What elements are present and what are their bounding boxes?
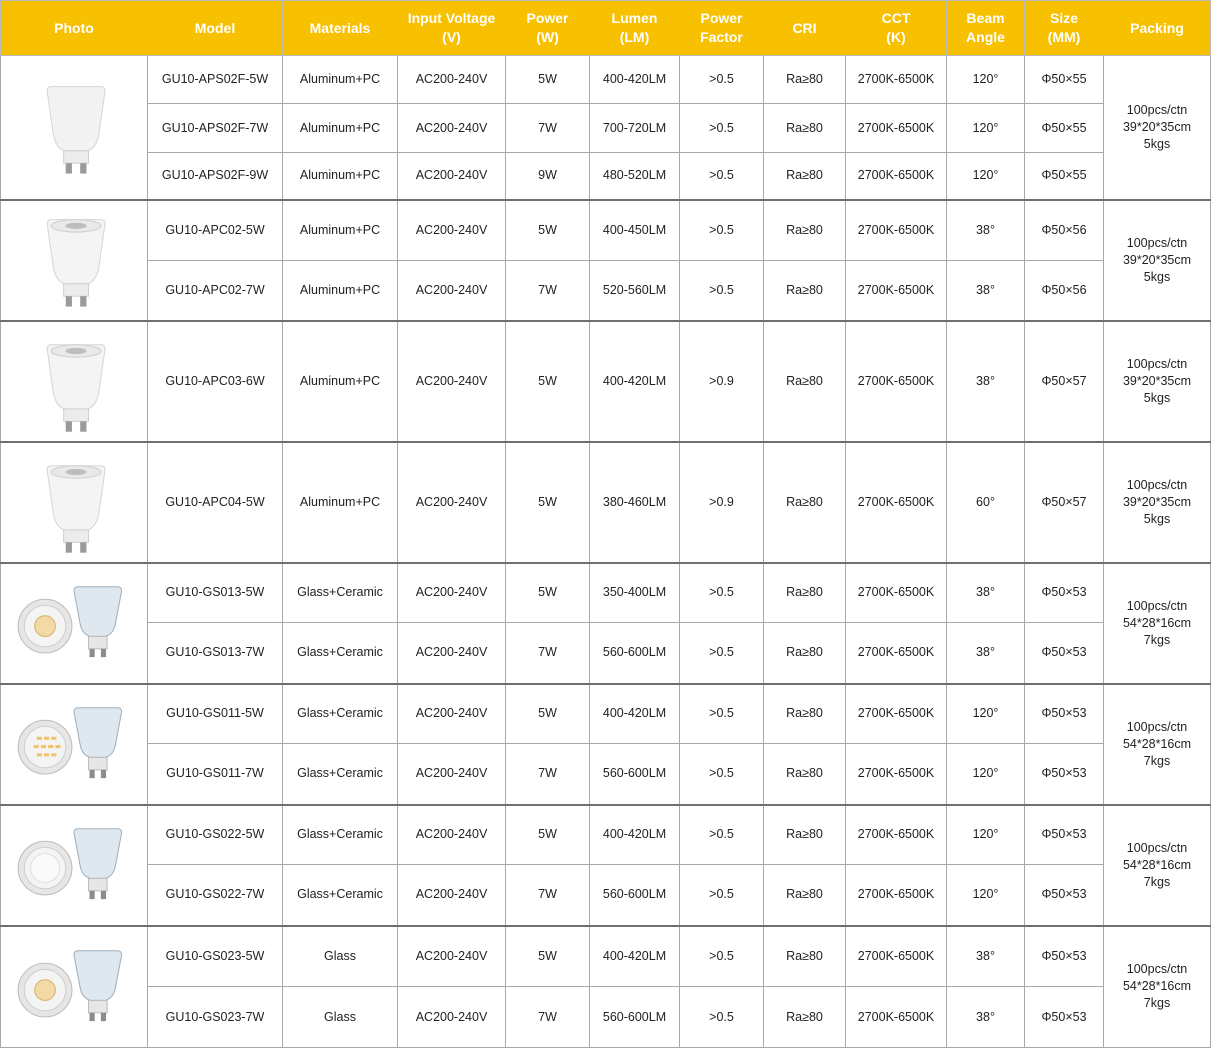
cell-lumen: 560-600LM: [590, 744, 680, 805]
cell-lumen: 560-600LM: [590, 623, 680, 684]
cell-lumen: 700-720LM: [590, 104, 680, 153]
cell-voltage: AC200-240V: [398, 684, 506, 744]
header-packing: Packing: [1104, 1, 1211, 56]
cell-lumen: 400-450LM: [590, 200, 680, 261]
cell-power: 7W: [506, 987, 590, 1048]
cell-materials: Aluminum+PC: [283, 56, 398, 104]
cell-lumen: 380-460LM: [590, 442, 680, 563]
cell-pf: >0.5: [680, 56, 764, 104]
table-row: [1, 987, 1211, 1048]
cell-cri: Ra≥80: [764, 442, 846, 563]
cell-packing: 100pcs/ctn 39*20*35cm 5kgs: [1104, 442, 1211, 563]
cell-beam: 38°: [947, 200, 1025, 261]
cell-materials: Aluminum+PC: [283, 104, 398, 153]
cell-model: GU10-APS02F-5W: [148, 56, 283, 104]
cell-materials: Glass: [283, 926, 398, 987]
cell-model: GU10-APS02F-9W: [148, 153, 283, 200]
cell-lumen: 400-420LM: [590, 926, 680, 987]
gu10-glass-smd-spotlight-icon: [1, 688, 147, 800]
cell-cct: 2700K-6500K: [846, 926, 947, 987]
cell-lumen: 560-600LM: [590, 865, 680, 926]
product-photo: [1, 56, 148, 200]
product-photo: [1, 442, 148, 563]
product-photo: [1, 200, 148, 321]
cell-cri: Ra≥80: [764, 56, 846, 104]
header-beam-angle: Beam Angle: [947, 1, 1025, 56]
cell-materials: Glass+Ceramic: [283, 865, 398, 926]
gu10-lens-spotlight-icon: [1, 325, 147, 437]
cell-cri: Ra≥80: [764, 805, 846, 865]
cell-power: 9W: [506, 153, 590, 200]
cell-cri: Ra≥80: [764, 321, 846, 442]
cell-packing: 100pcs/ctn 54*28*16cm 7kgs: [1104, 926, 1211, 1048]
cell-voltage: AC200-240V: [398, 153, 506, 200]
cell-lumen: 480-520LM: [590, 153, 680, 200]
cell-materials: Glass+Ceramic: [283, 805, 398, 865]
cell-voltage: AC200-240V: [398, 805, 506, 865]
product-photo: [1, 563, 148, 684]
cell-power: 7W: [506, 865, 590, 926]
cell-cri: Ra≥80: [764, 987, 846, 1048]
cell-beam: 120°: [947, 104, 1025, 153]
cell-size: Φ50×55: [1025, 56, 1104, 104]
table-row: [1, 744, 1211, 805]
cell-cri: Ra≥80: [764, 153, 846, 200]
cell-lumen: 400-420LM: [590, 684, 680, 744]
cell-packing: 100pcs/ctn 39*20*35cm 5kgs: [1104, 56, 1211, 200]
table-row: [1, 153, 1211, 200]
cell-model: GU10-APC02-7W: [148, 261, 283, 321]
cell-pf: >0.5: [680, 261, 764, 321]
cell-power: 5W: [506, 805, 590, 865]
table-row: [1, 684, 1211, 744]
table-row: [1, 865, 1211, 926]
cell-model: GU10-GS013-5W: [148, 563, 283, 623]
header-materials: Materials: [283, 1, 398, 56]
cell-cct: 2700K-6500K: [846, 261, 947, 321]
gu10-glass-cob-spotlight-icon: [1, 931, 147, 1043]
cell-materials: Aluminum+PC: [283, 261, 398, 321]
cell-pf: >0.5: [680, 684, 764, 744]
cell-model: GU10-GS022-7W: [148, 865, 283, 926]
cell-size: Φ50×56: [1025, 261, 1104, 321]
table-row: [1, 261, 1211, 321]
cell-size: Φ50×53: [1025, 865, 1104, 926]
cell-size: Φ50×53: [1025, 563, 1104, 623]
cell-model: GU10-GS013-7W: [148, 623, 283, 684]
header-model: Model: [148, 1, 283, 56]
cell-power: 7W: [506, 261, 590, 321]
cell-cri: Ra≥80: [764, 865, 846, 926]
cell-size: Φ50×56: [1025, 200, 1104, 261]
product-photo: [1, 926, 148, 1048]
cell-packing: 100pcs/ctn 39*20*35cm 5kgs: [1104, 321, 1211, 442]
cell-size: Φ50×53: [1025, 684, 1104, 744]
cell-beam: 38°: [947, 623, 1025, 684]
cell-materials: Glass+Ceramic: [283, 684, 398, 744]
cell-size: Φ50×53: [1025, 744, 1104, 805]
cell-cri: Ra≥80: [764, 623, 846, 684]
cell-pf: >0.5: [680, 104, 764, 153]
header-photo: Photo: [1, 1, 148, 56]
cell-lumen: 560-600LM: [590, 987, 680, 1048]
cell-cri: Ra≥80: [764, 200, 846, 261]
cell-beam: 120°: [947, 744, 1025, 805]
cell-cct: 2700K-6500K: [846, 987, 947, 1048]
cell-size: Φ50×53: [1025, 926, 1104, 987]
cell-beam: 120°: [947, 805, 1025, 865]
cell-materials: Aluminum+PC: [283, 153, 398, 200]
cell-cri: Ra≥80: [764, 563, 846, 623]
header-cri: CRI: [764, 1, 846, 56]
cell-cct: 2700K-6500K: [846, 104, 947, 153]
cell-pf: >0.5: [680, 744, 764, 805]
cell-voltage: AC200-240V: [398, 104, 506, 153]
cell-lumen: 400-420LM: [590, 805, 680, 865]
cell-cct: 2700K-6500K: [846, 744, 947, 805]
cell-power: 5W: [506, 200, 590, 261]
cell-voltage: AC200-240V: [398, 56, 506, 104]
cell-lumen: 400-420LM: [590, 56, 680, 104]
cell-cct: 2700K-6500K: [846, 200, 947, 261]
gu10-glass-cob-spotlight-icon: [1, 567, 147, 679]
cell-model: GU10-GS022-5W: [148, 805, 283, 865]
cell-model: GU10-GS023-7W: [148, 987, 283, 1048]
table-row: [1, 104, 1211, 153]
cell-voltage: AC200-240V: [398, 261, 506, 321]
cell-lumen: 350-400LM: [590, 563, 680, 623]
gu10-glass-frosted-spotlight-icon: [1, 809, 147, 921]
cell-model: GU10-GS011-7W: [148, 744, 283, 805]
cell-materials: Aluminum+PC: [283, 442, 398, 563]
cell-cri: Ra≥80: [764, 926, 846, 987]
table-row: [1, 563, 1211, 623]
cell-voltage: AC200-240V: [398, 321, 506, 442]
cell-pf: >0.5: [680, 926, 764, 987]
cell-lumen: 400-420LM: [590, 321, 680, 442]
cell-cri: Ra≥80: [764, 261, 846, 321]
cell-model: GU10-GS011-5W: [148, 684, 283, 744]
cell-beam: 120°: [947, 56, 1025, 104]
cell-size: Φ50×57: [1025, 321, 1104, 442]
cell-pf: >0.5: [680, 987, 764, 1048]
cell-model: GU10-APS02F-7W: [148, 104, 283, 153]
header-voltage: Input Voltage (V): [398, 1, 506, 56]
header-size: Size (MM): [1025, 1, 1104, 56]
cell-beam: 38°: [947, 987, 1025, 1048]
cell-model: GU10-APC02-5W: [148, 200, 283, 261]
cell-materials: Glass: [283, 987, 398, 1048]
cell-packing: 100pcs/ctn 54*28*16cm 7kgs: [1104, 805, 1211, 926]
cell-pf: >0.9: [680, 442, 764, 563]
cell-size: Φ50×55: [1025, 153, 1104, 200]
cell-voltage: AC200-240V: [398, 987, 506, 1048]
gu10-pc-spotlight-icon: [1, 71, 147, 183]
cell-packing: 100pcs/ctn 54*28*16cm 7kgs: [1104, 684, 1211, 805]
cell-voltage: AC200-240V: [398, 865, 506, 926]
cell-size: Φ50×53: [1025, 987, 1104, 1048]
header-power: Power (W): [506, 1, 590, 56]
cell-size: Φ50×57: [1025, 442, 1104, 563]
cell-cct: 2700K-6500K: [846, 321, 947, 442]
cell-pf: >0.5: [680, 623, 764, 684]
cell-cct: 2700K-6500K: [846, 865, 947, 926]
gu10-lens-spotlight-icon: [1, 446, 147, 558]
cell-beam: 60°: [947, 442, 1025, 563]
cell-beam: 120°: [947, 153, 1025, 200]
cell-materials: Glass+Ceramic: [283, 563, 398, 623]
cell-beam: 38°: [947, 321, 1025, 442]
cell-pf: >0.5: [680, 153, 764, 200]
cell-power: 5W: [506, 684, 590, 744]
cell-power: 5W: [506, 563, 590, 623]
cell-lumen: 520-560LM: [590, 261, 680, 321]
cell-voltage: AC200-240V: [398, 442, 506, 563]
cell-cct: 2700K-6500K: [846, 153, 947, 200]
cell-packing: 100pcs/ctn 54*28*16cm 7kgs: [1104, 563, 1211, 684]
header-lumen: Lumen (LM): [590, 1, 680, 56]
cell-cri: Ra≥80: [764, 684, 846, 744]
table-row: [1, 442, 1211, 563]
header-power-factor: Power Factor: [680, 1, 764, 56]
cell-cct: 2700K-6500K: [846, 805, 947, 865]
header-cct: CCT (K): [846, 1, 947, 56]
cell-beam: 120°: [947, 865, 1025, 926]
cell-power: 7W: [506, 623, 590, 684]
cell-cct: 2700K-6500K: [846, 442, 947, 563]
cell-materials: Glass+Ceramic: [283, 744, 398, 805]
product-photo: [1, 321, 148, 442]
cell-pf: >0.5: [680, 563, 764, 623]
header-row: [1, 1, 1211, 56]
cell-beam: 38°: [947, 563, 1025, 623]
cell-pf: >0.5: [680, 200, 764, 261]
cell-cct: 2700K-6500K: [846, 563, 947, 623]
table-row: [1, 200, 1211, 261]
cell-model: GU10-APC03-6W: [148, 321, 283, 442]
table-row: [1, 321, 1211, 442]
gu10-cob-spotlight-icon: [1, 204, 147, 316]
table-row: [1, 926, 1211, 987]
cell-power: 5W: [506, 321, 590, 442]
cell-power: 5W: [506, 442, 590, 563]
cell-size: Φ50×53: [1025, 623, 1104, 684]
cell-power: 5W: [506, 56, 590, 104]
cell-power: 5W: [506, 926, 590, 987]
table-row: [1, 805, 1211, 865]
cell-cct: 2700K-6500K: [846, 56, 947, 104]
cell-voltage: AC200-240V: [398, 200, 506, 261]
cell-materials: Aluminum+PC: [283, 200, 398, 261]
table-row: [1, 56, 1211, 104]
cell-materials: Glass+Ceramic: [283, 623, 398, 684]
cell-beam: 38°: [947, 926, 1025, 987]
cell-beam: 120°: [947, 684, 1025, 744]
cell-packing: 100pcs/ctn 39*20*35cm 5kgs: [1104, 200, 1211, 321]
cell-beam: 38°: [947, 261, 1025, 321]
cell-voltage: AC200-240V: [398, 623, 506, 684]
product-photo: [1, 684, 148, 805]
product-photo: [1, 805, 148, 926]
cell-pf: >0.5: [680, 805, 764, 865]
cell-size: Φ50×55: [1025, 104, 1104, 153]
table-row: [1, 623, 1211, 684]
cell-cct: 2700K-6500K: [846, 623, 947, 684]
cell-materials: Aluminum+PC: [283, 321, 398, 442]
cell-voltage: AC200-240V: [398, 563, 506, 623]
cell-cri: Ra≥80: [764, 104, 846, 153]
cell-cri: Ra≥80: [764, 744, 846, 805]
cell-model: GU10-APC04-5W: [148, 442, 283, 563]
cell-power: 7W: [506, 744, 590, 805]
cell-pf: >0.5: [680, 865, 764, 926]
cell-power: 7W: [506, 104, 590, 153]
cell-cct: 2700K-6500K: [846, 684, 947, 744]
cell-voltage: AC200-240V: [398, 926, 506, 987]
cell-pf: >0.9: [680, 321, 764, 442]
cell-size: Φ50×53: [1025, 805, 1104, 865]
cell-model: GU10-GS023-5W: [148, 926, 283, 987]
cell-voltage: AC200-240V: [398, 744, 506, 805]
